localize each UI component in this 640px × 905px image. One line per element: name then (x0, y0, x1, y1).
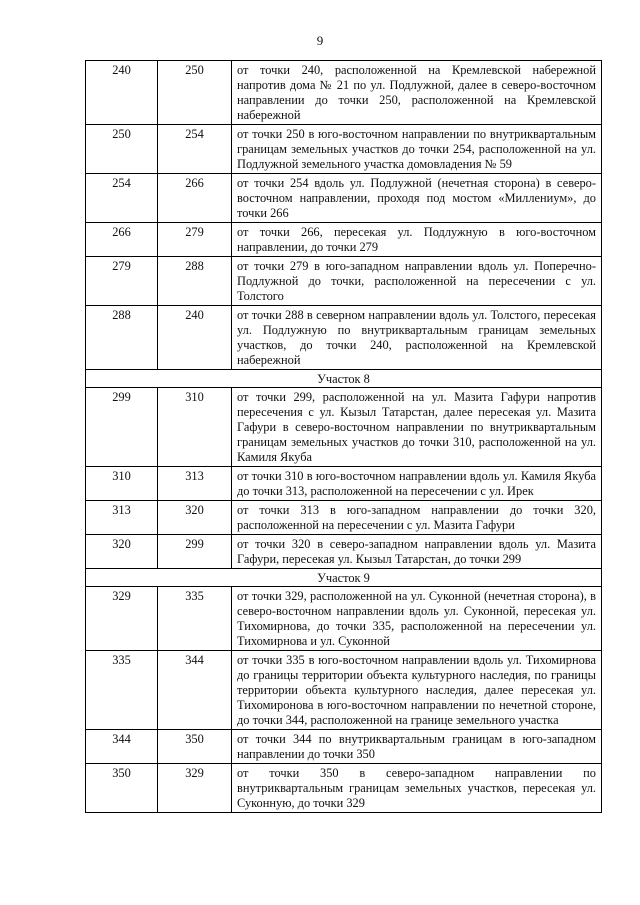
route-description-cell: от точки 350 в северо-западном направлении по внутриквартальным границам земельных участков, пересекая ул. Суконную, до точки 329 (232, 764, 602, 813)
section-header-row (86, 370, 602, 388)
from-point-cell: 240 (86, 61, 158, 125)
route-description-cell: от точки 240, расположенной на Кремлевской набережной напротив дома № 21 по ул. Подлужной, далее в северо-восточном направлении до точки 250, расположенной на Кремлевской набережной (232, 61, 602, 125)
from-point-cell: 279 (86, 257, 158, 306)
from-point-cell: 350 (86, 764, 158, 813)
to-point-cell: 313 (158, 467, 232, 501)
route-description-cell: от точки 299, расположенной на ул. Мазита Гафури напротив пересечения с ул. Кызыл Татарстан, далее пересекая ул. Мазита Гафури в северо-восточном направлении по внутриквартальным границам земельных участков до точки 310, расположенной на ул. Камиля Якуба (232, 388, 602, 467)
route-description-cell: от точки 250 в юго-восточном направлении по внутриквартальным границам земельных участков до точки 254, расположенной на ул. Подлужной земельного участка домовладения № 59 (232, 125, 602, 174)
table-row (86, 501, 602, 535)
from-point-cell: 344 (86, 730, 158, 764)
table-row (86, 174, 602, 223)
from-point-cell: 335 (86, 651, 158, 730)
route-description-cell: от точки 344 по внутриквартальным границам в юго-западном направлении до точки 350 (232, 730, 602, 764)
route-description-cell: от точки 310 в юго-восточном направлении вдоль ул. Камиля Якуба до точки 313, расположенной на пересечении с ул. Ирек (232, 467, 602, 501)
from-point-cell: 320 (86, 535, 158, 569)
to-point-cell: 335 (158, 587, 232, 651)
to-point-cell: 266 (158, 174, 232, 223)
route-description-cell: от точки 335 в юго-восточном направлении вдоль ул. Тихомирнова до границы территории объекта культурного наследия, по границы территории объекта культурного наследия, далее пересекая ул. Тихомиронова в юго-восточном направлении по нечетной стороне, до точки 344, расположенной на границе земельного участка (232, 651, 602, 730)
route-description-cell: от точки 266, пересекая ул. Подлужную в юго-восточном направлении, до точки 279 (232, 223, 602, 257)
from-point-cell: 288 (86, 306, 158, 370)
to-point-cell: 299 (158, 535, 232, 569)
table-row (86, 467, 602, 501)
to-point-cell: 250 (158, 61, 232, 125)
table-row (86, 651, 602, 730)
table-row (86, 388, 602, 467)
table-row (86, 61, 602, 125)
section-header-row (86, 569, 602, 587)
to-point-cell: 320 (158, 501, 232, 535)
table-row (86, 306, 602, 370)
boundary-points-table (85, 60, 602, 813)
from-point-cell: 254 (86, 174, 158, 223)
section-label: Участок 8 (86, 370, 602, 388)
to-point-cell: 288 (158, 257, 232, 306)
table-row (86, 587, 602, 651)
from-point-cell: 329 (86, 587, 158, 651)
route-description-cell: от точки 279 в юго-западном направлении вдоль ул. Поперечно-Подлужной до точки, расположенной на пересечении с ул. Толстого (232, 257, 602, 306)
from-point-cell: 250 (86, 125, 158, 174)
from-point-cell: 299 (86, 388, 158, 467)
table-row (86, 764, 602, 813)
to-point-cell: 350 (158, 730, 232, 764)
table-row (86, 730, 602, 764)
to-point-cell: 254 (158, 125, 232, 174)
page-number: 9 (316, 33, 324, 48)
from-point-cell: 310 (86, 467, 158, 501)
table-row (86, 257, 602, 306)
to-point-cell: 310 (158, 388, 232, 467)
table-row (86, 223, 602, 257)
table-body (86, 61, 602, 813)
route-description-cell: от точки 313 в юго-западном направлении до точки 320, расположенной на пересечении с ул. Мазита Гафури (232, 501, 602, 535)
to-point-cell: 329 (158, 764, 232, 813)
route-description-cell: от точки 288 в северном направлении вдоль ул. Толстого, пересекая ул. Подлужную по внутриквартальным границам земельных участков, до точки 240, расположенной на Кремлевской набережной (232, 306, 602, 370)
from-point-cell: 266 (86, 223, 158, 257)
route-description-cell: от точки 320 в северо-западном направлении вдоль ул. Мазита Гафури, пересекая ул. Кызыл Татарстан, до точки 299 (232, 535, 602, 569)
to-point-cell: 344 (158, 651, 232, 730)
to-point-cell: 279 (158, 223, 232, 257)
section-label: Участок 9 (86, 569, 602, 587)
table-row (86, 535, 602, 569)
table-row (86, 125, 602, 174)
to-point-cell: 240 (158, 306, 232, 370)
from-point-cell: 313 (86, 501, 158, 535)
route-description-cell: от точки 254 вдоль ул. Подлужной (нечетная сторона) в северо-восточном направлении, проходя под мостом «Миллениум», до точки 266 (232, 174, 602, 223)
route-description-cell: от точки 329, расположенной на ул. Суконной (нечетная сторона), в северо-восточном направлении вдоль ул. Суконной, пересекая ул. Тихомирнова, до точки 335, расположенной на пересечении ул. Тихомирнова и ул. Суконной (232, 587, 602, 651)
